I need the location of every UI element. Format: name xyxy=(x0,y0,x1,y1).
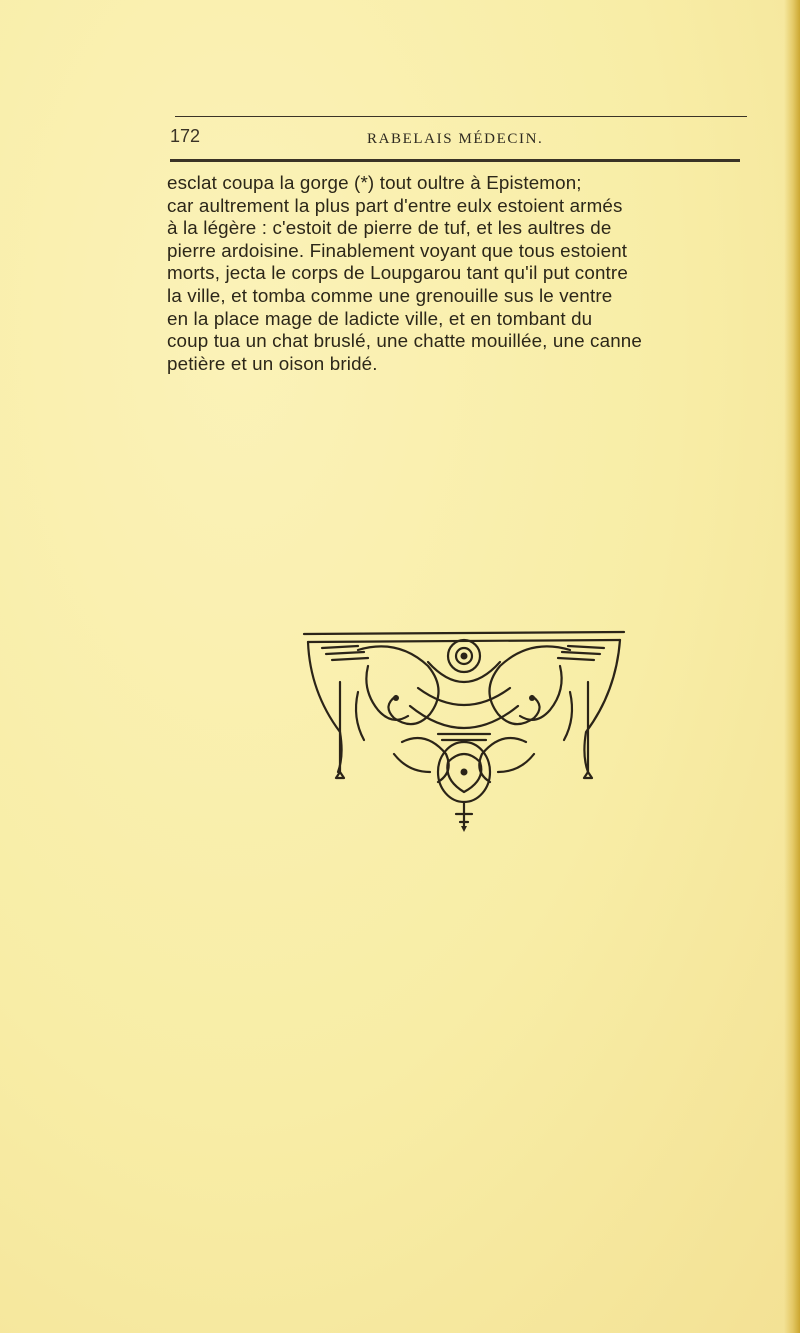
header-rule-top xyxy=(175,116,747,117)
header-rule-bottom xyxy=(170,159,740,162)
page-number: 172 xyxy=(170,126,201,146)
page-edge xyxy=(784,0,800,1333)
body-paragraph: esclat coupa la gorge (*) tout oultre à Epistemon; car aultrement la plus part d'entre eulx estoient armés à la légère : c'estoit de pierre de tuf, et les aultres de pierre ardoisine. Finablement voyant que tous estoient morts, jecta le corps de Loupgarou tant qu'il put contre la ville, et tomba comme une grenouille sus le ventre en la place mage de ladicte ville, et en tombant du coup tua un chat bruslé, une chatte mouillée, une canne petière et un oison bridé. xyxy=(167,172,642,374)
ornament-icon xyxy=(298,622,628,832)
running-title: RABELAIS MÉDECIN. xyxy=(367,131,544,147)
